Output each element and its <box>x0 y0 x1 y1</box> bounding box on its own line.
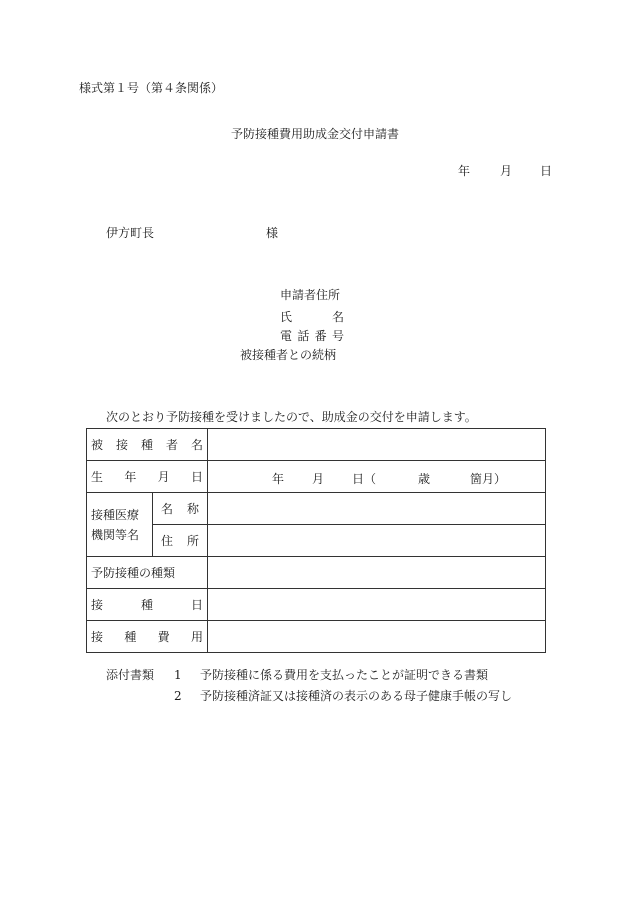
institution-label: 接種医療 機関等名 <box>87 493 153 557</box>
form-title: 予防接種費用助成金交付申請書 <box>230 127 399 141</box>
institution-name-label: 名 称 <box>161 502 200 516</box>
table-row-vaccination-cost <box>87 621 546 653</box>
applicant-address-label: 申請者住所 <box>280 288 341 302</box>
vaccination-cost-label: 接 種 費 用 <box>91 630 203 644</box>
applicant-name-label: 氏 名 <box>280 310 344 324</box>
table-row-vaccinee-name <box>87 429 546 461</box>
attachment-1-number: 1 <box>174 668 182 682</box>
birth-month-label: 月 <box>312 471 325 486</box>
applicant-relation-label: 被接種者との続柄 <box>240 348 337 362</box>
addressee-name: 伊方町長 <box>106 226 155 240</box>
applicant-phone-label: 電 話 番 号 <box>280 329 344 343</box>
vaccinee-name-label: 被 接 種 者 名 <box>91 438 204 452</box>
vaccination-date-field[interactable] <box>208 589 546 621</box>
institution-name-field[interactable] <box>208 493 546 525</box>
table-row-vaccine-type <box>87 557 546 589</box>
attachment-2-text: 予防接種済証又は接種済の表示のある母子健康手帳の写し <box>200 689 513 703</box>
birth-year-label: 年 <box>272 471 285 486</box>
table-row-vaccination-date <box>87 589 546 621</box>
vaccination-date-label: 接 種 日 <box>91 598 204 612</box>
date-day-label: 日 <box>540 164 553 178</box>
vaccination-cost-field[interactable] <box>208 621 546 653</box>
date-month-label: 月 <box>500 164 513 178</box>
vaccinee-name-field[interactable] <box>208 429 546 461</box>
birth-day-label: 日（ <box>352 471 377 486</box>
application-table <box>86 428 546 653</box>
intro-text: 次のとおり予防接種を受けましたので、助成金の交付を申請します。 <box>106 410 477 424</box>
birthdate-label: 生 年 月 日 <box>91 470 203 484</box>
table-row-institution-address <box>87 525 546 557</box>
attachment-2-number: 2 <box>174 689 182 703</box>
form-reference: 様式第１号（第４条関係） <box>79 81 224 95</box>
institution-address-field[interactable] <box>208 525 546 557</box>
vaccine-type-label: 予防接種の種類 <box>87 557 208 589</box>
months-label: 箇月） <box>470 471 507 486</box>
age-label: 歳 <box>418 471 431 486</box>
table-row-institution-name <box>87 493 546 525</box>
addressee-suffix: 様 <box>266 226 279 240</box>
institution-address-label: 住 所 <box>161 534 200 548</box>
attachments-label: 添付書類 <box>106 668 155 682</box>
date-year-label: 年 <box>458 164 471 178</box>
table-row-birthdate <box>87 461 546 493</box>
vaccine-type-field[interactable] <box>208 557 546 589</box>
birthdate-field[interactable] <box>208 461 546 493</box>
attachment-1-text: 予防接種に係る費用を支払ったことが証明できる書類 <box>200 668 489 682</box>
